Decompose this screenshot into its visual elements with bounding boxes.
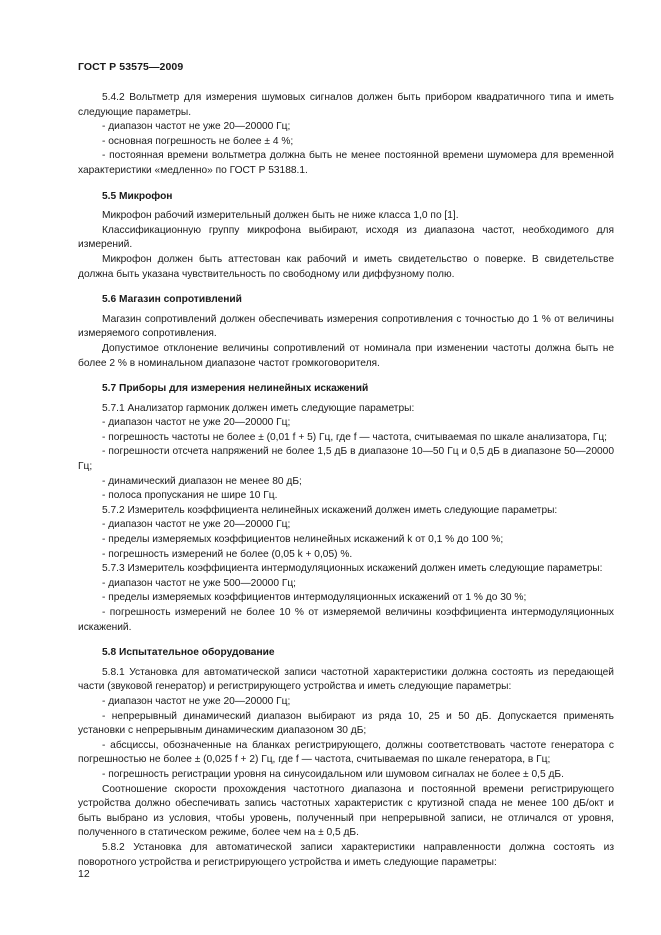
section-heading: 5.6 Магазин сопротивлений [102,294,242,306]
list-item: - непрерывный динамический диапазон выбирают из ряда 10, 25 и 50 дБ. Допускается применять установки с непрерывным динамическим диапазоном 30 дБ; [78,710,614,737]
list-item: - диапазон частот не уже 500—20000 Гц; [102,577,296,589]
list-item: - пределы измеряемых коэффициентов интермодуляционных искажений от 1 % до 30 %; [102,592,527,604]
paragraph: Микрофон рабочий измерительный должен быть не ниже класса 1,0 по [1]. [102,210,459,222]
paragraph: 5.8.2 Установка для автоматической записи характеристики направленности должна состоять из поворотного устройства и регистрирующего устройства и иметь следующие параметры: [78,841,614,868]
paragraph: Классификационную группу микрофона выбирают, исходя из диапазона частот, необходимого для измерений. [78,224,614,251]
paragraph: Допустимое отклонение величины сопротивлений от номинала при изменении частоты должна быть не более 2 % в номинальном диапазоне частот громкоговорителя. [78,342,614,369]
paragraph: 5.4.2 Вольтметр для измерения шумовых сигналов должен быть прибором квадратичного типа и иметь следующие параметры. [78,92,614,118]
list-item: - диапазон частот не уже 20—20000 Гц; [102,695,291,707]
list-item: - погрешность регистрации уровня на синусоидальном или шумовом сигналах не более ± 0,5 дБ. [102,768,564,780]
paragraph: Соотношение скорости прохождения частотного диапазона и постоянной времени регистрирующего устройства должно обеспечивать запись частотных характеристик с крутизной спада не менее 100 дБ/окт и быть выбрано из условия, чтобы уровень, полученный при непрерывной записи, не отличался от уровня, полученного в статическом режиме, более чем на ± 0,5 дБ. [78,783,614,839]
document-body [78,91,614,870]
paragraph: 5.7.3 Измеритель коэффициента интермодуляционных искажений должен иметь следующие параметры: [102,563,603,575]
document-header: ГОСТ Р 53575—2009 [78,61,184,73]
list-item: - погрешности отсчета напряжений не более 1,5 дБ в диапазоне 10—50 Гц и 0,5 дБ в диапазоне 50—20000 Гц; [78,446,614,473]
paragraph: 5.8.1 Установка для автоматической записи частотной характеристики должна состоять из передающей части (звуковой генератор) и регистрирующего устройства и иметь следующие параметры: [78,666,614,693]
list-item: - абсциссы, обозначенные на бланках регистрирующего, должны соответствовать частоте генератора с погрешностью не более ± (0,025 f + 2) Гц, где f — частота, считываемая по шкале генератора, в Гц; [78,739,614,766]
list-item: - постоянная времени вольтметра должна быть не менее постоянной времени шумомера для временной характеристики «медленно» по ГОСТ Р 53188.1. [78,150,614,176]
list-item: - погрешность частоты не более ± (0,01 f + 5) Гц, где f — частота, считываемая по шкале анализатора, Гц; [102,431,608,443]
list-item: - погрешность измерений не более (0,05 k + 0,05) %. [102,548,353,560]
section-heading: 5.8 Испытательное оборудование [102,647,275,659]
list-item: - динамический диапазон не менее 80 дБ; [102,475,302,487]
section-heading: 5.7 Приборы для измерения нелинейных искажений [102,383,369,395]
list-item: - погрешность измерений не более 10 % от измеряемой величины коэффициента интермодуляционных искажений. [78,607,614,633]
paragraph: 5.7.2 Измеритель коэффициента нелинейных искажений должен иметь следующие параметры: [102,504,558,516]
paragraph: Микрофон должен быть аттестован как рабочий и иметь свидетельство о поверке. В свидетельстве должна быть указана чувствительность по свободному или диффузному полю. [78,253,614,280]
section-heading: 5.5 Микрофон [102,190,173,202]
list-item: - пределы измеряемых коэффициентов нелинейных искажений k от 0,1 % до 100 %; [102,534,504,546]
paragraph: Магазин сопротивлений должен обеспечивать измерения сопротивления с точностью до 1 % от величины измеряемого сопротивления. [78,313,614,340]
list-item: - диапазон частот не уже 20—20000 Гц; [102,121,291,133]
list-item: - полоса пропускания не шире 10 Гц. [102,490,278,502]
list-item: - диапазон частот не уже 20—20000 Гц; [102,417,291,429]
page-number: 12 [78,868,90,880]
list-item: - диапазон частот не уже 20—20000 Гц; [102,519,291,531]
list-item: - основная погрешность не более ± 4 %; [102,135,294,147]
paragraph: 5.7.1 Анализатор гармоник должен иметь следующие параметры: [102,402,415,414]
